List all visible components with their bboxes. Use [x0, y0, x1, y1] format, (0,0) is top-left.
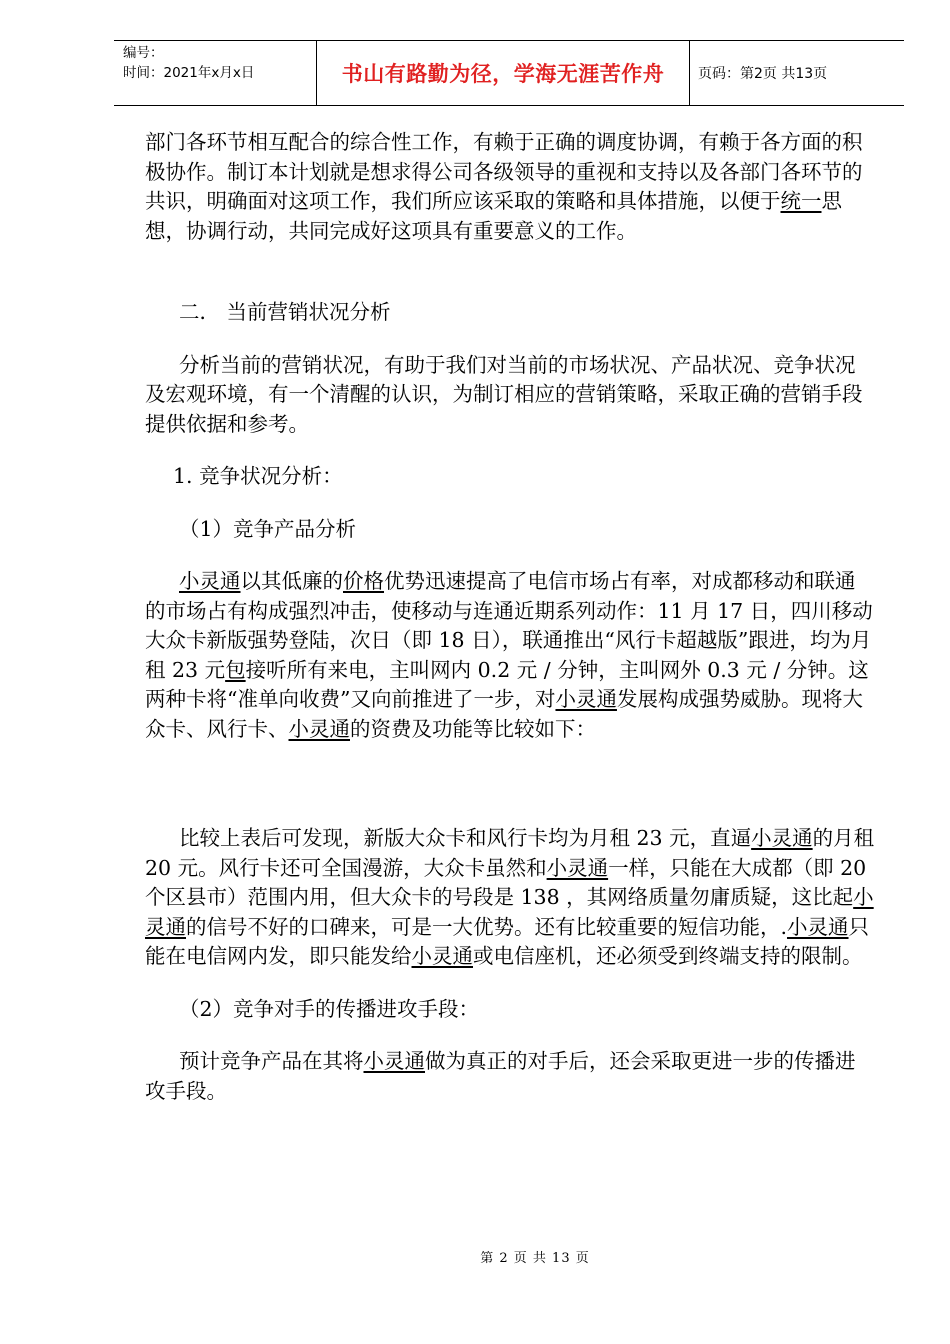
section-heading-2: 二． 当前营销状况分析: [179, 300, 391, 324]
time-label: 时间：2021年x月x日: [123, 65, 255, 81]
paragraph-forecast: 预计竞争产品在其将小灵通做为真正的对手后，还会采取更进一步的传播进攻手段。: [145, 1049, 856, 1103]
paragraph-comparison: 比较上表后可发现，新版大众卡和风行卡均为月租 23 元，直逼小灵通的月租 20 元。风行卡还可全国漫游，大众卡虽然和小灵通一样，只能在大成都（即 20 个区县市）范围内用，但大众卡的号段是 138 ，其网络质量勿庸质疑，这比起小灵通的信号不好的口碑来，可是一大优势。还有比较重要的短信功能，.小灵通只能在电信网内发，即只能发给小灵通或电信座机，还必须受到终端支持的限制。: [145, 826, 875, 968]
header-page-label: 页码：第2页 共13页: [698, 66, 828, 82]
page-footer: 第 2 页 共 13 页: [480, 1251, 590, 1266]
paragraph-analysis: 分析当前的营销状况，有助于我们对当前的市场状况、产品状况、竞争状况及宏观环境，有一个清醒的认识，为制订相应的营销策略，采取正确的营销手段提供依据和参考。: [145, 352, 863, 436]
document-body: [145, 128, 875, 1106]
page-header: [114, 40, 904, 106]
subsection-heading-1-1: （1）竞争产品分析: [179, 516, 357, 541]
header-meta: [114, 41, 317, 105]
paragraph-competition: 小灵通以其低廉的价格优势迅速提高了电信市场占有率，对成都移动和联通的市场占有构成强烈冲击，使移动与连通近期系列动作：11 月 17 日，四川移动大众卡新版强势登陆，次日（即 18 日），联通推出“风行卡超越版”跟进，均为月租 23 元包接听所有来电，主叫网内 0.2 元 / 分钟，主叫网外 0.3 元 / 分钟。这两种卡将“准单向收费”又向前推进了一步，对小灵通发展构成强势威胁。现将大众卡、风行卡、小灵通的资费及功能等比较如下：: [145, 569, 873, 741]
subsection-heading-1: 1. 竞争状况分析：: [173, 464, 343, 488]
paragraph-intro: 部门各环节相互配合的综合性工作，有赖于正确的调度协调，有赖于各方面的积极协作。制订本计划就是想求得公司各级领导的重视和支持以及各部门各环节的共识，明确面对这项工作，我们所应该采取的策略和具体措施，以便于统一思想，协调行动，共同完成好这项具有重要意义的工作。: [145, 130, 863, 243]
number-label: 编号：: [123, 45, 164, 61]
subsection-heading-1-2: （2）竞争对手的传播进攻手段：: [179, 996, 480, 1021]
header-motto: 书山有路勤为径，学海无涯苦作舟: [317, 41, 690, 105]
